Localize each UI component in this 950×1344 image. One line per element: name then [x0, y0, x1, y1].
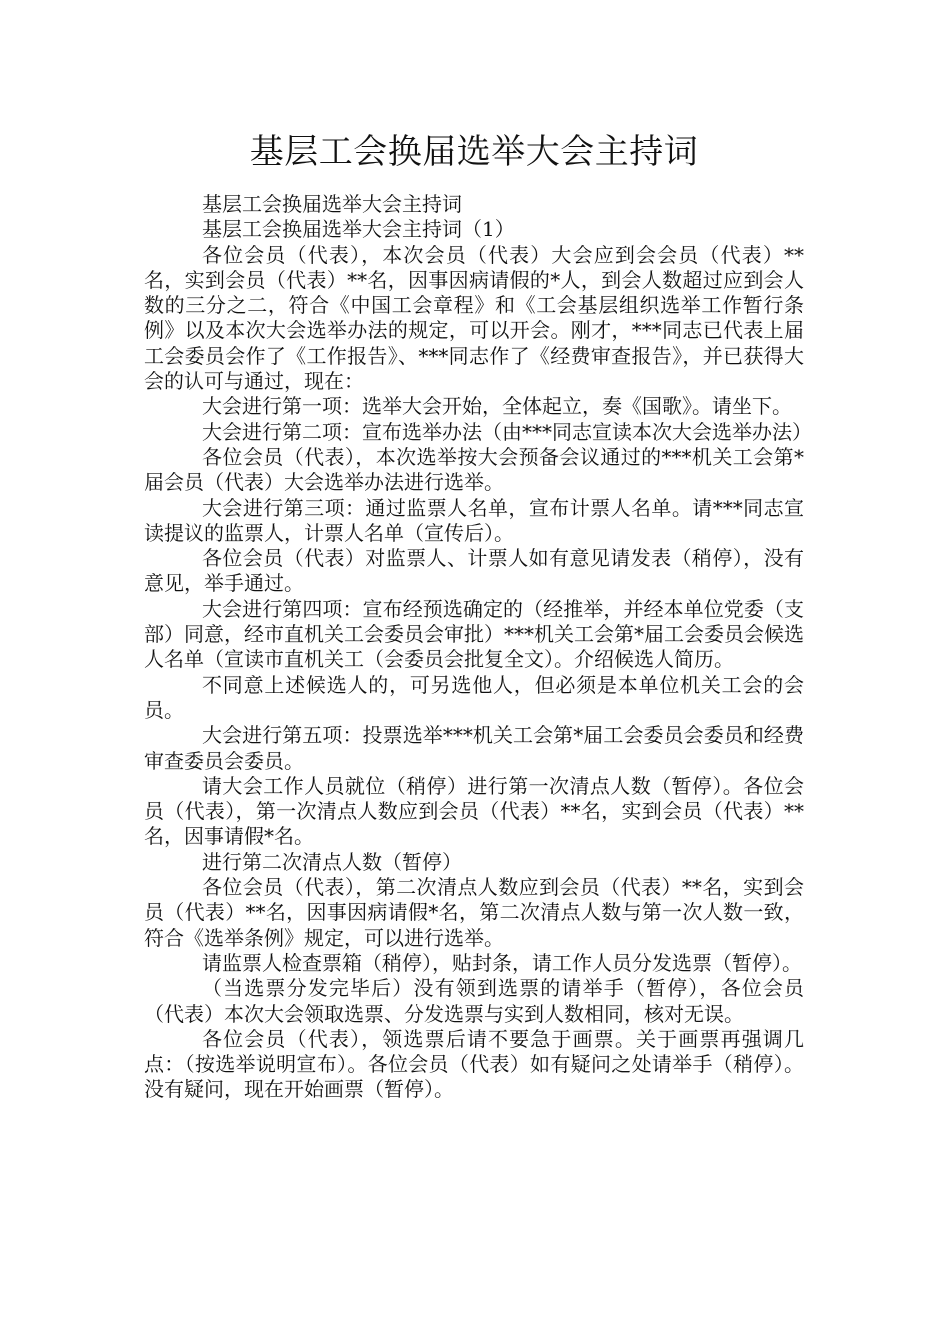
paragraph: 不同意上述候选人的，可另选他人，但必须是本单位机关工会的会员。	[144, 672, 804, 722]
paragraph: 大会进行第三项：通过监票人名单，宣布计票人名单。请***同志宣读提议的监票人，计票人名单（宣传后）。	[144, 495, 804, 545]
paragraph: 大会进行第一项：选举大会开始，全体起立，奏《国歌》。请坐下。	[202, 394, 792, 419]
paragraph-subheading: 基层工会换届选举大会主持词（1）	[202, 217, 515, 242]
paragraph: 请大会工作人员就位（稍停）进行第一次清点人数（暂停）。各位会员（代表），第一次清点人数应到会员（代表）**名，实到会员（代表）**名，因事请假*名。	[144, 773, 804, 849]
paragraph-heading: 基层工会换届选举大会主持词	[202, 192, 462, 216]
paragraph: （当选票分发完毕后）没有领到选票的请举手（暂停），各位会员（代表）本次大会领取选票、分发选票与实到人数相同，核对无误。	[144, 976, 804, 1026]
paragraph: 各位会员（代表），第二次清点人数应到会员（代表）**名，实到会员（代表）**名，因事因病请假*名，第二次清点人数与第一次人数一致，符合《选举条例》规定，可以进行选举。	[144, 875, 804, 950]
document-body	[144, 192, 812, 1103]
paragraph: 进行第二次清点人数（暂停）	[202, 849, 462, 874]
paragraph: 大会进行第五项：投票选举***机关工会第*届工会委员会委员和经费审查委员会委员。	[144, 723, 804, 773]
paragraph: 大会进行第四项：宣布经预选确定的（经推举，并经本单位党委（支部）同意，经市直机关工会委员会审批）***机关工会第*届工会委员会候选人名单（宣读市直机关工（会委员会批复全文）。介绍候选人简历。	[144, 596, 804, 672]
paragraph: 大会进行第二项：宣布选举办法（由***同志宣读本次大会选举办法）	[202, 419, 812, 444]
paragraph: 各位会员（代表），本次选举按大会预备会议通过的***机关工会第*届会员（代表）大会选举办法进行选举。	[144, 444, 804, 495]
paragraph: 各位会员（代表），领选票后请不要急于画票。关于画票再强调几点：（按选举说明宣布）。各位会员（代表）如有疑问之处请举手（稍停）。没有疑问，现在开始画票（暂停）。	[144, 1026, 804, 1102]
document-title: 基层工会换届选举大会主持词	[249, 132, 699, 172]
paragraph: 请监票人检查票箱（稍停），贴封条，请工作人员分发选票（暂停）。	[202, 950, 802, 975]
paragraph: 各位会员（代表），本次会员（代表）大会应到会会员（代表）**名，实到会员（代表）**名，因事因病请假的*人，到会人数超过应到会人数的三分之二，符合《中国工会章程》和《工会基层组织选举工作暂行条例》以及本次大会选举办法的规定，可以开会。刚才，***同志已代表上届工会委员会作了《工作报告》、***同志作了《经费审查报告》，并已获得大会的认可与通过，现在：	[144, 242, 804, 394]
paragraph: 各位会员（代表）对监票人、计票人如有意见请发表（稍停），没有意见，举手通过。	[144, 546, 804, 596]
